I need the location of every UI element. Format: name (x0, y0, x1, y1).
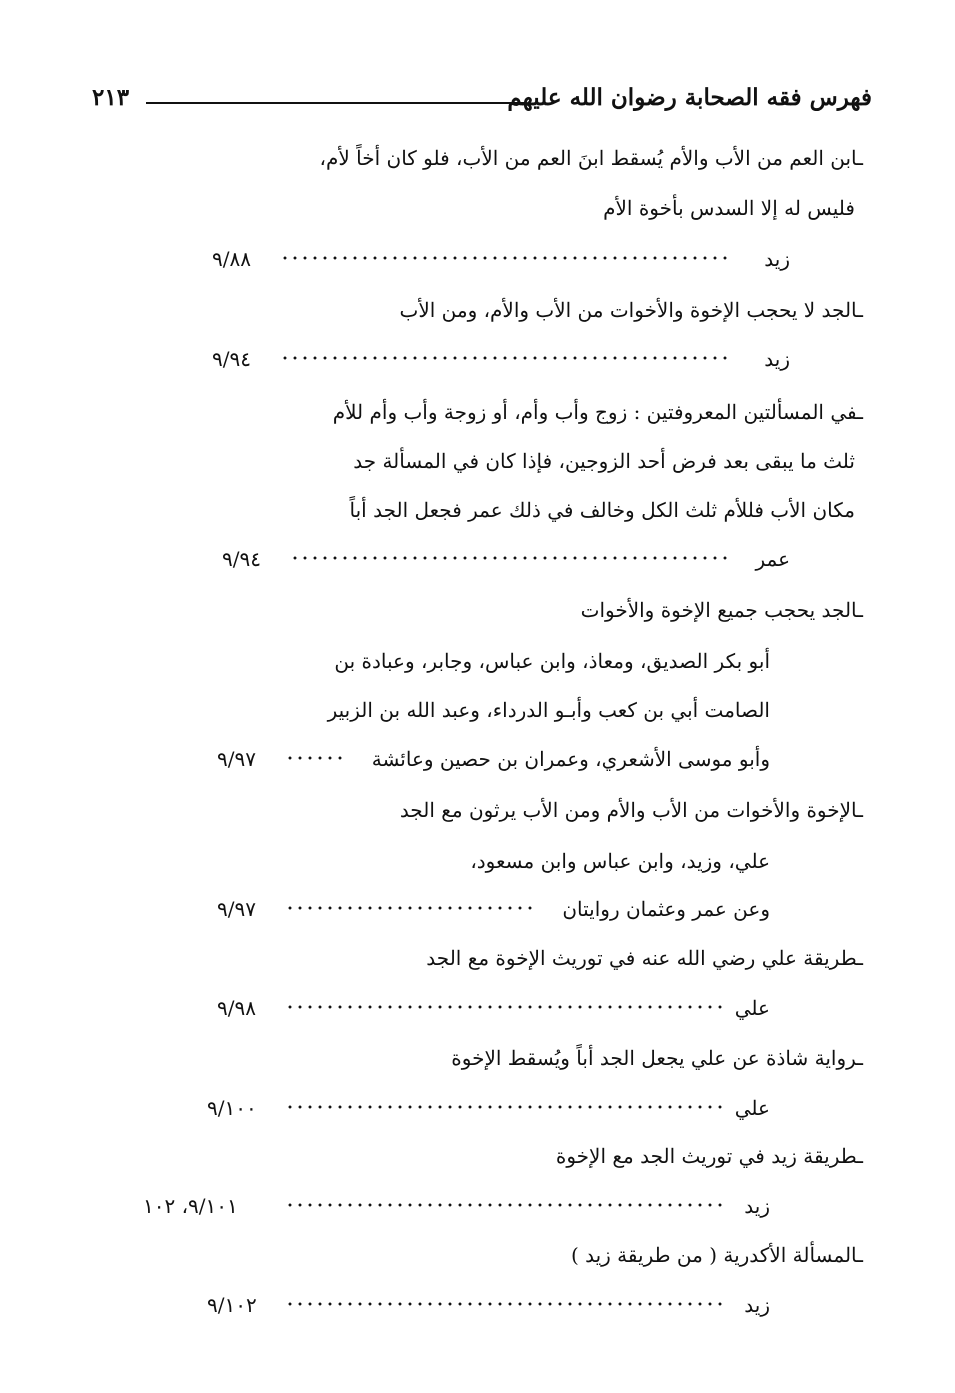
companion-name: زيد (744, 1293, 770, 1317)
entry-reference (210, 541, 790, 577)
entry-reference (205, 990, 770, 1026)
reference-page: ٩/٩٧ (217, 897, 256, 921)
companion-name: زيد (764, 247, 790, 271)
entry-heading: ـ في المسألتين المعروفتين : زوج وأب وأم، أو زوجة وأب وأم للأم (333, 394, 863, 430)
companion-name: عمر (755, 547, 790, 571)
entry-heading: ـ المسألة الأكدرية ( من طريقة زيد ) (571, 1237, 863, 1273)
leader-dots (285, 1301, 722, 1307)
companion-name: وعن عمر وعثمان روايتان (562, 897, 770, 921)
header-title: فهرس فقه الصحابة رضوان الله عليهم (507, 84, 872, 111)
page-number: ٢١٣ (92, 84, 130, 111)
reference-page: ٩/٨٨ (212, 247, 251, 271)
entry-line: ثلث ما يبقى بعد فرض أحد الزوجين، فإذا كان في المسألة جد (353, 449, 855, 473)
reference-page: ٩/٩٨ (217, 996, 256, 1020)
companion-name: زيد (744, 1194, 770, 1218)
entry-line: أبو بكر الصديق، ومعاذ، وابن عباس، وجابر، وعبادة بن (334, 649, 770, 673)
entry-line: الصامت أبي بن كعب وأبـو الدرداء، وعبد الله بن الزبير (327, 698, 770, 722)
companion-name: علي (734, 1096, 770, 1120)
entry-heading: ـ الجد يحجب جميع الإخوة والأخوات (581, 592, 863, 628)
entry-heading: ـ رواية شاذة عن علي يجعل الجد أباً ويُسقط الإخوة (451, 1040, 863, 1076)
entry-line: علي، وزيد، وابن عباس وابن مسعود، (470, 849, 770, 873)
entry-heading: ـ الجد لا يحجب الإخوة والأخوات من الأب والأم، ومن الأب (399, 292, 863, 328)
leader-dots (285, 905, 535, 911)
entry-heading: ـ ابن العم من الأب والأم يُسقط ابنَ العم من الأب، فلو كان أخاً لأم، (320, 140, 863, 176)
leader-dots (280, 255, 730, 261)
entry-line: فليس له إلا السدس بأخوة الأم (603, 196, 855, 220)
reference-page: ٩/٩٤ (222, 547, 261, 571)
leader-dots (285, 1004, 722, 1010)
entry-reference (205, 891, 770, 927)
entry-reference (200, 241, 790, 277)
companion-name: علي (734, 996, 770, 1020)
reference-page: ٩/٩٧ (217, 747, 256, 771)
entry-reference (205, 741, 770, 777)
leader-dots (285, 1104, 722, 1110)
reference-page: ٩/١٠١، ١٠٢ (143, 1194, 238, 1218)
companion-name: وأبو موسى الأشعري، وعمران بن حصين وعائشة (371, 747, 770, 771)
entry-heading: ـ طريقة زيد في توريث الجد مع الإخوة (556, 1138, 863, 1174)
reference-page: ٩/٩٤ (212, 347, 251, 371)
header-rule (146, 102, 524, 104)
entry-heading: ـ الإخوة والأخوات من الأب والأم ومن الأب يرثون مع الجد (400, 792, 863, 828)
leader-dots (290, 555, 730, 561)
leader-dots (285, 1202, 722, 1208)
page-header (92, 84, 872, 124)
entry-reference (200, 341, 790, 377)
companion-name: زيد (764, 347, 790, 371)
reference-page: ٩/١٠٢ (207, 1293, 257, 1317)
entry-line: مكان الأب فللأم ثلث الكل وخالف في ذلك عمر فجعل الجد أباً (349, 498, 855, 522)
entry-heading: ـ طريقة علي رضي الله عنه في توريث الإخوة مع الجد (426, 940, 863, 976)
entry-reference (195, 1287, 770, 1323)
entry-reference (195, 1090, 770, 1126)
entry-reference (135, 1188, 770, 1224)
reference-page: ٩/١٠٠ (207, 1096, 257, 1120)
leader-dots (285, 755, 348, 761)
leader-dots (280, 355, 730, 361)
